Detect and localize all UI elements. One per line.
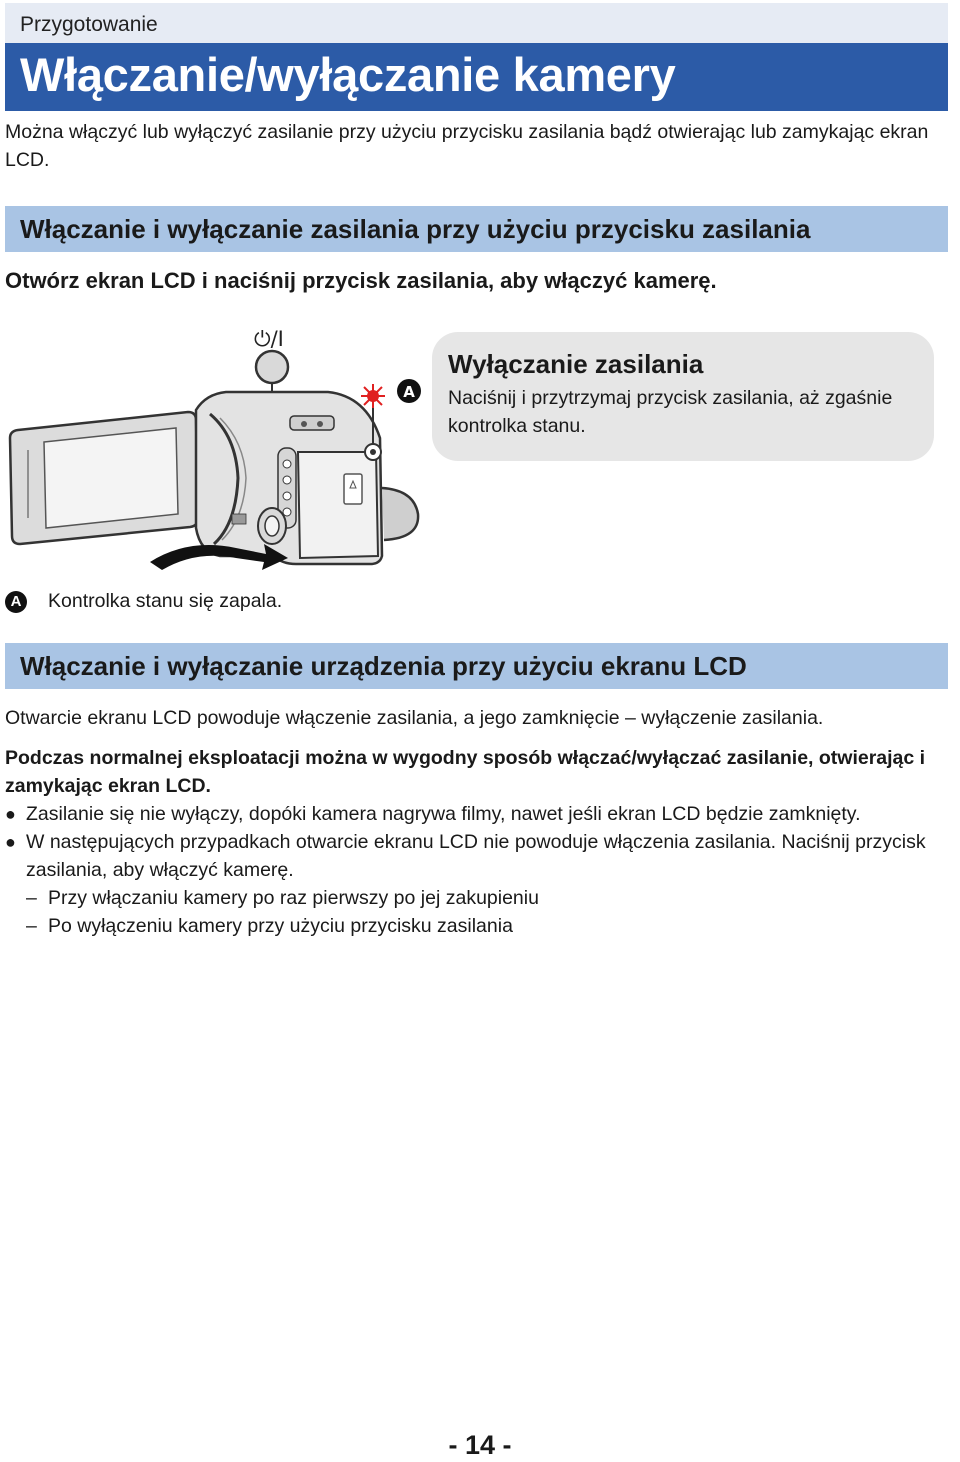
marker-a-label: A <box>403 383 415 401</box>
page-number: - 14 - <box>448 1430 512 1460</box>
sub-list-item: Przy włączaniu kamery po raz pierwszy po jej zakupieniu <box>48 887 539 909</box>
legend-marker-a-icon: A <box>5 591 27 613</box>
section2-heading: Włączanie i wyłączanie urządzenia przy użyciu ekranu LCD <box>20 651 747 681</box>
section1-heading-bar <box>5 206 948 252</box>
power-off-callout <box>432 332 934 461</box>
power-button-instruction: Otwórz ekran LCD i naciśnij przycisk zasilania, aby włączyć kamerę. <box>5 268 717 293</box>
intro-paragraph: Można włączyć lub wyłączyć zasilanie przy użyciu przycisku zasilania bądź otwierając lub zamykając ekran LCD. <box>5 121 929 171</box>
bullet-item: W następujących przypadkach otwarcie ekranu LCD nie powoduje włączenia zasilania. Naciśnij przycisk zasilania, aby włączyć kamerę. <box>26 831 926 881</box>
legend-text: Kontrolka stanu się zapala. <box>48 590 283 612</box>
section-label: Przygotowanie <box>20 13 158 36</box>
sub-list-item: Po wyłączeniu kamery przy użyciu przycisku zasilania <box>48 915 513 937</box>
camera-body-icon <box>196 392 418 564</box>
power-symbol-label: ⏻/I <box>254 327 284 351</box>
power-button-callout-icon <box>256 351 288 383</box>
bullet-icon: ● <box>5 832 16 852</box>
lcd-power-text: Otwarcie ekranu LCD powoduje włączenie zasilania, a jego zamknięcie – wyłączenie zasilania. <box>5 707 824 729</box>
bullet-item: Zasilanie się nie wyłączy, dopóki kamera nagrywa filmy, nawet jeśli ekran LCD będzie zamknięty. <box>26 803 861 825</box>
page-title: Włączanie/wyłączanie kamery <box>20 48 676 101</box>
normal-use-note: Podczas normalnej eksploatacji można w wygodny sposób włączać/wyłączać zasilanie, otwierając i zamykając ekran LCD. <box>5 747 926 797</box>
dash-icon: – <box>26 887 37 909</box>
section1-heading: Włączanie i wyłączanie zasilania przy użyciu przycisku zasilania <box>20 214 811 244</box>
status-light-burst-icon <box>361 384 385 408</box>
callout-title: Wyłączanie zasilania <box>448 349 704 379</box>
section2-heading-bar <box>5 643 948 689</box>
lcd-screen-icon <box>10 412 198 544</box>
callout-text: Naciśnij i przytrzymaj przycisk zasilania, aż zgaśnie kontrolka stanu. <box>448 387 893 437</box>
camera-illustration <box>0 318 440 578</box>
bullet-icon: ● <box>5 804 16 824</box>
dash-icon: – <box>26 915 37 937</box>
